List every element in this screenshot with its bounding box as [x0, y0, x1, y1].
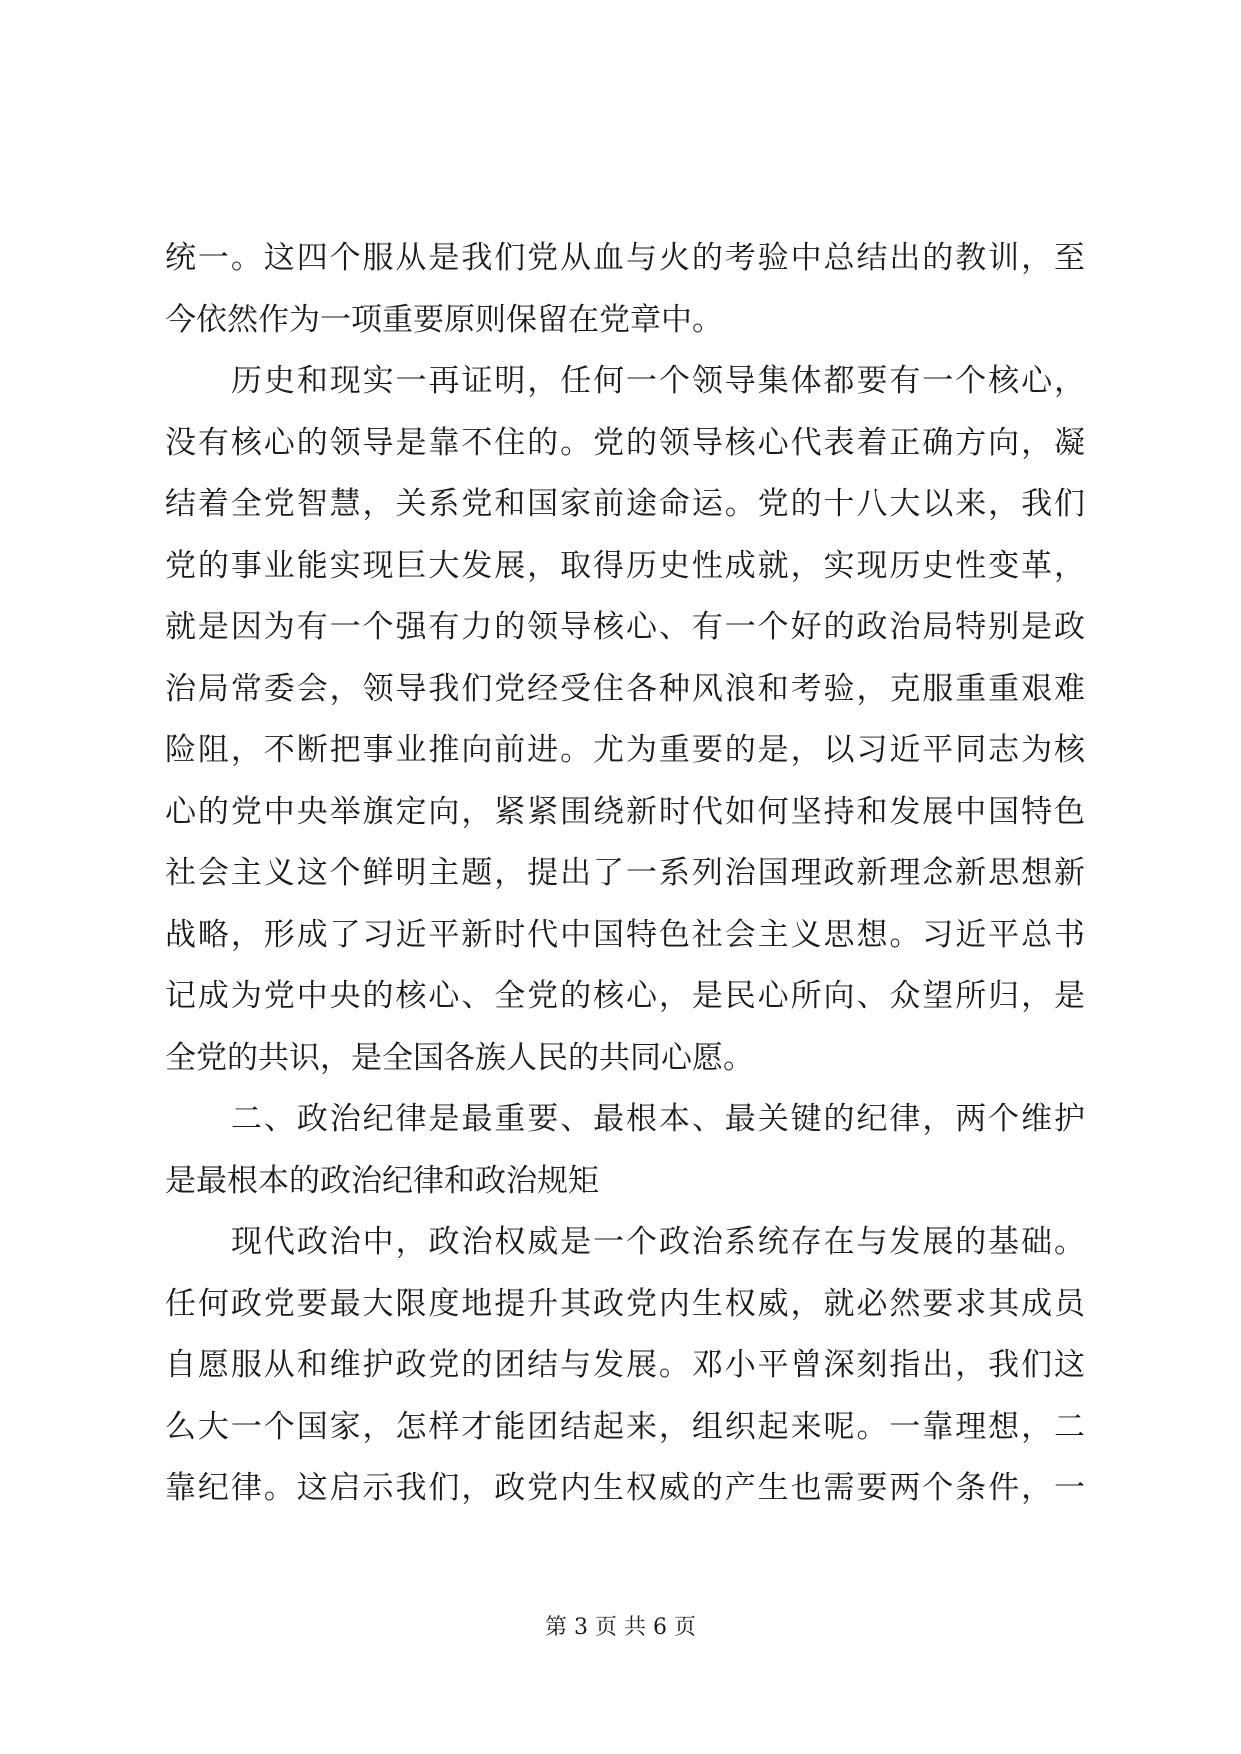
section-heading-line: 是最根本的政治纪律和政治规矩: [165, 1162, 599, 1199]
document-body: [165, 228, 1085, 1520]
paragraph-line: 没有核心的领导是靠不住的。党的领导核心代表着正确方向，凝: [165, 424, 1085, 461]
paragraph-line: 战略，形成了习近平新时代中国特色社会主义思想。习近平总书: [165, 916, 1085, 953]
paragraph-line: 社会主义这个鲜明主题，提出了一系列治国理政新理念新思想新: [165, 855, 1085, 891]
paragraph-line: 么大一个国家，怎样才能团结起来，组织起来呢。一靠理想，二: [165, 1408, 1085, 1445]
paragraph-line: 靠纪律。这启示我们，政党内生权威的产生也需要两个条件，一: [165, 1470, 1085, 1506]
page-number-footer: 第 3 页 共 6 页: [545, 1615, 696, 1640]
paragraph-line: 结着全党智慧，关系党和国家前途命运。党的十八大以来，我们: [165, 486, 1085, 522]
paragraph-line: 治局常委会，领导我们党经受住各种风浪和考验，克服重重艰难: [165, 670, 1085, 707]
paragraph-line: 心的党中央举旗定向，紧紧围绕新时代如何坚持和发展中国特色: [165, 793, 1085, 830]
paragraph-line: 任何政党要最大限度地提升其政党内生权威，就必然要求其成员: [165, 1285, 1085, 1322]
paragraph-line: 统一。这四个服从是我们党从血与火的考验中总结出的教训，至: [165, 240, 1085, 276]
paragraph-line: 全党的共识，是全国各族人民的共同心愿。: [165, 1039, 754, 1076]
paragraph-line: 历史和现实一再证明，任何一个领导集体都要有一个核心，: [231, 363, 1085, 399]
section-heading-line: 二、政治纪律是最重要、最根本、最关键的纪律，两个维护: [231, 1101, 1085, 1137]
paragraph-line: 险阻，不断把事业推向前进。尤为重要的是，以习近平同志为核: [165, 732, 1085, 768]
paragraph-line: 就是因为有一个强有力的领导核心、有一个好的政治局特别是政: [165, 609, 1085, 645]
paragraph-line: 党的事业能实现巨大发展，取得历史性成就，实现历史性变革，: [165, 547, 1085, 584]
paragraph-line: 现代政治中，政治权威是一个政治系统存在与发展的基础。: [231, 1224, 1085, 1260]
paragraph-line: 自愿服从和维护政党的团结与发展。邓小平曾深刻指出，我们这: [165, 1347, 1085, 1383]
paragraph-line: 记成为党中央的核心、全党的核心，是民心所向、众望所归，是: [165, 978, 1085, 1014]
paragraph-line: 今依然作为一项重要原则保留在党章中。: [165, 301, 723, 338]
